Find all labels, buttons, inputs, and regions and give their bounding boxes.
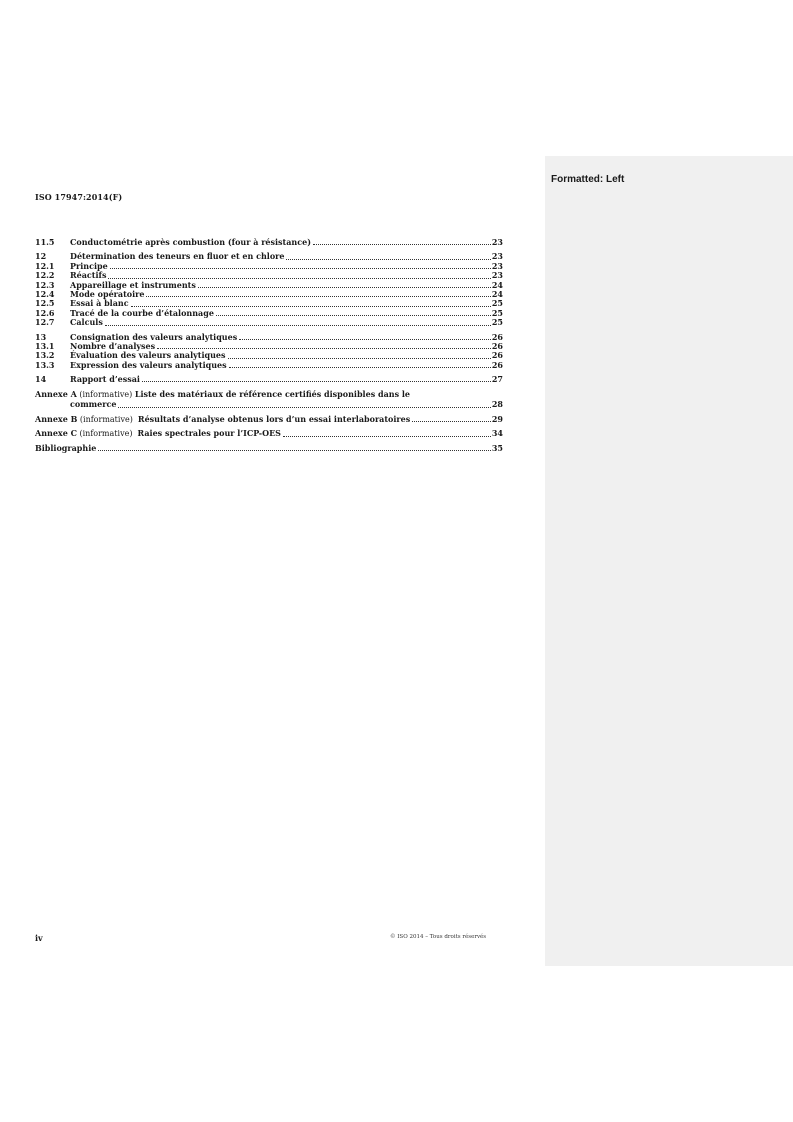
comment-title: Formatted: Left bbox=[551, 174, 625, 185]
toc-entry-title: Tracé de la courbe d’étalonnage bbox=[70, 307, 214, 318]
toc-entry-title: Détermination des teneurs en fluor et en chlore bbox=[70, 251, 285, 262]
toc-entry-title: Consignation des valeurs analytiques bbox=[70, 331, 238, 342]
bibliography-title: Bibliographie bbox=[35, 442, 97, 453]
toc-entry-title: Essai à blanc bbox=[70, 298, 129, 309]
toc-entry-number: 13.1 bbox=[35, 340, 55, 351]
toc-entry[interactable] bbox=[35, 318, 503, 327]
toc-entry-page: 26 bbox=[491, 350, 503, 361]
toc-entry-page: 25 bbox=[491, 317, 503, 328]
toc-entry-title: Réactifs bbox=[70, 270, 107, 281]
toc-entry-title: Évaluation des valeurs analytiques bbox=[70, 350, 226, 361]
dot-leader bbox=[229, 366, 491, 368]
annex-title-continued: commerce bbox=[70, 399, 117, 410]
toc-entry-title: Appareillage et instruments bbox=[70, 279, 196, 290]
dot-leader bbox=[313, 243, 491, 245]
dot-leader bbox=[239, 338, 491, 340]
toc-entry-page: 28 bbox=[491, 399, 503, 410]
toc-entry-page: 34 bbox=[491, 428, 503, 439]
toc-entry-page: 24 bbox=[491, 288, 503, 299]
annex-label: Annexe A bbox=[35, 389, 77, 400]
toc-entry-number: 12.2 bbox=[35, 270, 55, 281]
dot-leader bbox=[157, 347, 491, 349]
toc-entry[interactable] bbox=[35, 238, 503, 247]
annex-title: Raies spectrales pour l’ICP-OES bbox=[137, 428, 281, 439]
copyright-notice: © ISO 2014 – Tous droits réservés bbox=[390, 934, 487, 940]
toc-entry-title: Expression des valeurs analytiques bbox=[70, 359, 227, 370]
toc-entry-number: 12.3 bbox=[35, 279, 55, 290]
toc-entry-page: 26 bbox=[491, 331, 503, 342]
dot-leader bbox=[283, 435, 491, 437]
toc-annex-c[interactable] bbox=[35, 429, 503, 438]
toc-entry-title: Calculs bbox=[70, 317, 103, 328]
toc-entry-page: 23 bbox=[491, 251, 503, 262]
toc-entry-title: Rapport d’essai bbox=[70, 374, 140, 385]
toc-entry-number: 12.1 bbox=[35, 260, 55, 271]
toc-entry-number: 12 bbox=[35, 251, 47, 262]
toc-entry-title: Nombre d’analyses bbox=[70, 340, 156, 351]
dot-leader bbox=[412, 420, 491, 422]
dot-leader bbox=[110, 267, 491, 269]
toc-entry-title: Mode opératoire bbox=[70, 288, 145, 299]
dot-leader bbox=[98, 449, 491, 451]
page-number: iv bbox=[35, 933, 43, 943]
dot-leader bbox=[108, 277, 490, 279]
toc-entry-number: 12.5 bbox=[35, 298, 55, 309]
annex-title: Liste des matériaux de référence certifiés disponibles dans le bbox=[134, 389, 410, 400]
toc-entry[interactable] bbox=[35, 375, 503, 384]
table-of-contents bbox=[35, 238, 503, 453]
dot-leader bbox=[146, 295, 490, 297]
toc-entry-page: 26 bbox=[491, 340, 503, 351]
toc-entry[interactable] bbox=[35, 361, 503, 370]
toc-entry-page: 26 bbox=[491, 359, 503, 370]
toc-entry-page: 29 bbox=[491, 413, 503, 424]
toc-entry-number: 11.5 bbox=[35, 236, 55, 247]
dot-leader bbox=[228, 357, 491, 359]
annex-label: Annexe C bbox=[35, 428, 77, 439]
dot-leader bbox=[118, 406, 490, 408]
toc-entry-page: 23 bbox=[491, 270, 503, 281]
dot-leader bbox=[216, 314, 491, 316]
toc-entry-number: 12.6 bbox=[35, 307, 55, 318]
dot-leader bbox=[105, 324, 491, 326]
comment-pane bbox=[545, 156, 793, 966]
toc-entry-number: 13.2 bbox=[35, 350, 55, 361]
annex-type: (informative) bbox=[79, 390, 133, 400]
toc-entry-page: 23 bbox=[491, 260, 503, 271]
toc-entry-page: 35 bbox=[491, 442, 503, 453]
toc-entry-number: 13.3 bbox=[35, 359, 55, 370]
toc-entry-title: Principe bbox=[70, 260, 108, 271]
annex-type: (informative) bbox=[79, 429, 133, 439]
dot-leader bbox=[131, 305, 491, 307]
toc-entry-page: 25 bbox=[491, 307, 503, 318]
toc-entry-page: 23 bbox=[491, 236, 503, 247]
toc-entry-page: 27 bbox=[491, 374, 503, 385]
toc-entry-page: 24 bbox=[491, 279, 503, 290]
toc-entry-number: 12.4 bbox=[35, 288, 55, 299]
dot-leader bbox=[198, 286, 491, 288]
toc-entry-page: 25 bbox=[491, 298, 503, 309]
toc-entry-number: 14 bbox=[35, 374, 47, 385]
document-identifier: ISO 17947:2014(F) bbox=[35, 192, 123, 202]
annex-title: Résultats d’analyse obtenus lors d’un essai interlaboratoires bbox=[137, 413, 411, 424]
toc-entry-title: Conductométrie après combustion (four à résistance) bbox=[70, 236, 311, 247]
dot-leader bbox=[286, 258, 490, 260]
toc-annex-a[interactable] bbox=[35, 389, 503, 409]
dot-leader bbox=[142, 380, 491, 382]
toc-bibliography[interactable] bbox=[35, 444, 503, 453]
toc-entry-number: 13 bbox=[35, 331, 47, 342]
annex-type: (informative) bbox=[79, 414, 133, 424]
toc-entry[interactable] bbox=[35, 309, 503, 318]
toc-annex-b[interactable] bbox=[35, 415, 503, 424]
annex-label: Annexe B bbox=[35, 413, 78, 424]
toc-entry-number: 12.7 bbox=[35, 317, 55, 328]
